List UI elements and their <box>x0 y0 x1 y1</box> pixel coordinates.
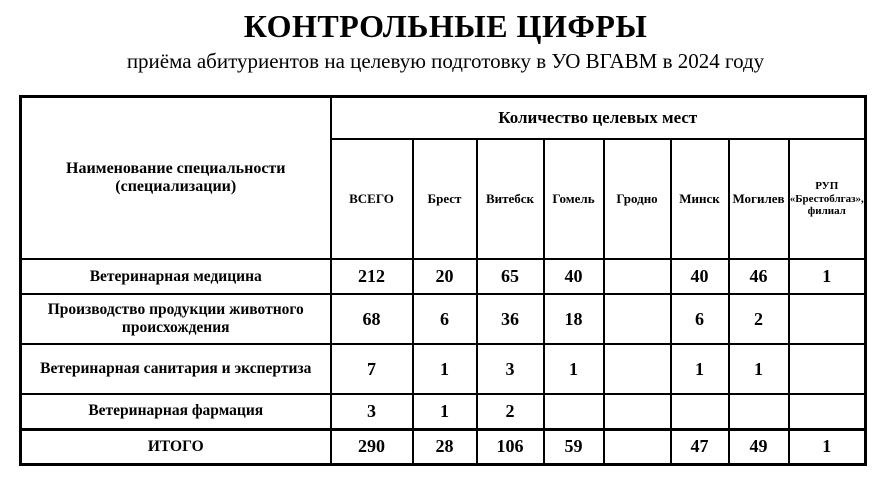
cell-brest: 20 <box>413 259 477 294</box>
column-header-minsk: Минск <box>671 139 729 259</box>
cell-brestoblgaz: 1 <box>789 429 866 464</box>
column-header-gomel: Гомель <box>544 139 604 259</box>
column-header-brest: Брест <box>413 139 477 259</box>
cell-mogilev: 1 <box>729 344 789 394</box>
specialty-name: Ветеринарная санитария и экспертиза <box>21 344 331 394</box>
cell-vitebsk: 3 <box>477 344 544 394</box>
specialty-name: Производство продукции животного происхождения <box>21 294 331 344</box>
cell-grodno <box>604 429 671 464</box>
specialty-name: Ветеринарная фармация <box>21 394 331 429</box>
cell-minsk: 6 <box>671 294 729 344</box>
cell-vitebsk: 65 <box>477 259 544 294</box>
cell-brest: 1 <box>413 394 477 429</box>
cell-gomel: 40 <box>544 259 604 294</box>
cell-grodno <box>604 394 671 429</box>
cell-total: 68 <box>331 294 413 344</box>
cell-grodno <box>604 344 671 394</box>
name-column-header: Наименование специальности (специализации) <box>21 97 331 260</box>
cell-gomel: 59 <box>544 429 604 464</box>
cell-brestoblgaz <box>789 294 866 344</box>
column-header-mogilev: Могилев <box>729 139 789 259</box>
cell-minsk <box>671 394 729 429</box>
cell-mogilev: 49 <box>729 429 789 464</box>
cell-minsk: 47 <box>671 429 729 464</box>
total-row <box>21 429 866 464</box>
column-header-total: ВСЕГО <box>331 139 413 259</box>
cell-total: 212 <box>331 259 413 294</box>
cell-gomel: 1 <box>544 344 604 394</box>
cell-vitebsk: 106 <box>477 429 544 464</box>
table-row <box>21 344 866 394</box>
cell-brestoblgaz <box>789 394 866 429</box>
cell-minsk: 40 <box>671 259 729 294</box>
cell-vitebsk: 36 <box>477 294 544 344</box>
cell-grodno <box>604 294 671 344</box>
cell-total: 7 <box>331 344 413 394</box>
cell-minsk: 1 <box>671 344 729 394</box>
cell-mogilev <box>729 394 789 429</box>
cell-vitebsk: 2 <box>477 394 544 429</box>
cell-brest: 6 <box>413 294 477 344</box>
table-row <box>21 294 866 344</box>
page-subtitle: приёма абитуриентов на целевую подготовку в УО ВГАВМ в 2024 году <box>126 49 765 73</box>
cell-mogilev: 2 <box>729 294 789 344</box>
table-row <box>21 259 866 294</box>
specialty-name: Ветеринарная медицина <box>21 259 331 294</box>
places-group-header: Количество целевых мест <box>331 97 866 140</box>
cell-total: 3 <box>331 394 413 429</box>
cell-mogilev: 46 <box>729 259 789 294</box>
cell-gomel: 18 <box>544 294 604 344</box>
total-label: ИТОГО <box>21 429 331 464</box>
column-header-brestoblgaz: РУП «Брестоблгаз», филиал <box>789 139 866 259</box>
column-header-grodno: Гродно <box>604 139 671 259</box>
table-row <box>21 394 866 429</box>
cell-gomel <box>544 394 604 429</box>
header-row-group <box>21 97 866 140</box>
cell-brestoblgaz: 1 <box>789 259 866 294</box>
cell-brestoblgaz <box>789 344 866 394</box>
cell-total: 290 <box>331 429 413 464</box>
column-header-vitebsk: Витебск <box>477 139 544 259</box>
quota-table <box>19 95 867 466</box>
page-title: КОНТРОЛЬНЫЕ ЦИФРЫ <box>243 8 648 44</box>
cell-brest: 1 <box>413 344 477 394</box>
cell-grodno <box>604 259 671 294</box>
cell-brest: 28 <box>413 429 477 464</box>
